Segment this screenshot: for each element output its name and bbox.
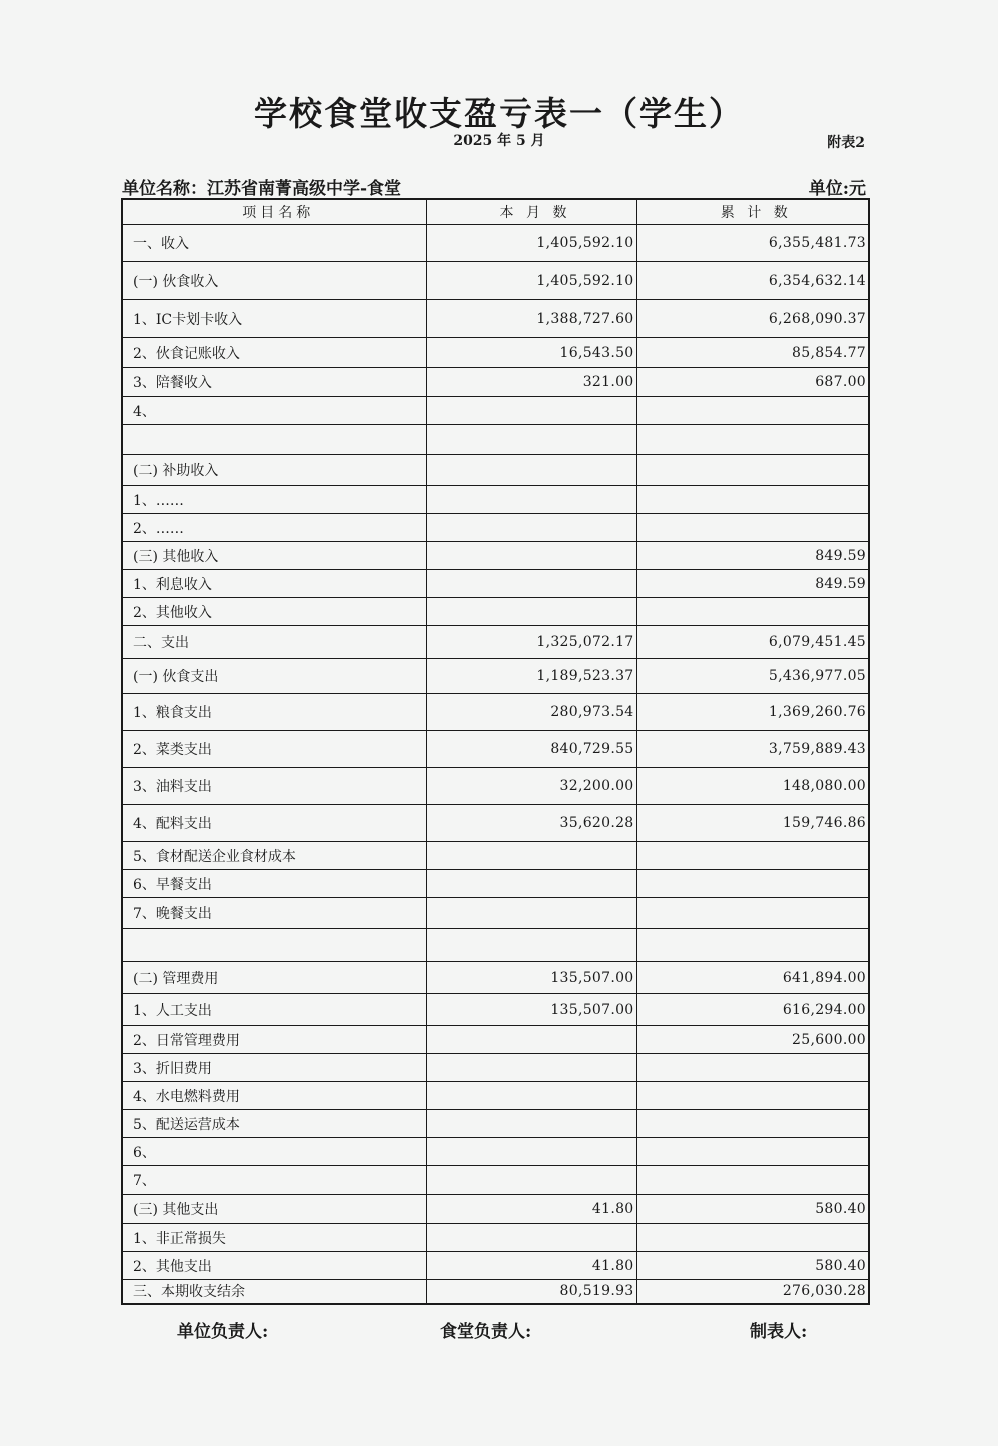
this-month-cell: 32,200.00 (426, 768, 636, 805)
cumulative-cell: 6,268,090.37 (636, 300, 869, 338)
table-row (122, 368, 869, 397)
table-row (122, 805, 869, 842)
item-name-cell (122, 425, 426, 455)
table-row (122, 455, 869, 486)
cumulative-cell (636, 514, 869, 542)
cumulative-cell: 85,854.77 (636, 338, 869, 368)
cumulative-cell: 1,369,260.76 (636, 694, 869, 731)
item-name-cell: 4、水电燃料费用 (122, 1082, 426, 1110)
item-name-cell (122, 929, 426, 962)
report-title: 学校食堂收支盈亏表一（学生） (254, 94, 744, 133)
item-name-cell: 1、IC卡划卡收入 (122, 300, 426, 338)
table-row (122, 1280, 869, 1304)
this-month-cell (426, 1138, 636, 1166)
item-name-cell: 7、晚餐支出 (122, 898, 426, 929)
table-row (122, 1252, 869, 1280)
this-month-cell (426, 1166, 636, 1195)
table-row (122, 598, 869, 626)
cumulative-cell: 580.40 (636, 1195, 869, 1224)
item-name-cell: 1、利息收入 (122, 570, 426, 598)
table-row (122, 397, 869, 425)
header-cumulative: 累 计 数 (636, 199, 869, 225)
item-name-cell: 2、伙食记账收入 (122, 338, 426, 368)
table-row (122, 1224, 869, 1252)
item-name-cell: (三) 其他收入 (122, 542, 426, 570)
this-month-cell: 1,388,727.60 (426, 300, 636, 338)
table-row (122, 994, 869, 1026)
this-month-cell (426, 1082, 636, 1110)
cumulative-cell: 616,294.00 (636, 994, 869, 1026)
item-name-cell: 1、人工支出 (122, 994, 426, 1026)
item-name-cell: 3、油料支出 (122, 768, 426, 805)
this-month-cell: 1,405,592.10 (426, 262, 636, 300)
cumulative-cell: 641,894.00 (636, 962, 869, 994)
header-item-name: 项目名称 (122, 199, 426, 225)
cumulative-cell: 6,355,481.73 (636, 225, 869, 262)
item-name-cell: 2、…… (122, 514, 426, 542)
item-name-cell: 1、非正常损失 (122, 1224, 426, 1252)
cumulative-cell: 687.00 (636, 368, 869, 397)
table-row (122, 694, 869, 731)
item-name-cell: 一、收入 (122, 225, 426, 262)
cumulative-cell (636, 1138, 869, 1166)
table-row (122, 1082, 869, 1110)
this-month-cell: 840,729.55 (426, 731, 636, 768)
this-month-cell: 16,543.50 (426, 338, 636, 368)
table-row (122, 262, 869, 300)
header-this-month: 本 月 数 (426, 199, 636, 225)
this-month-cell: 35,620.28 (426, 805, 636, 842)
this-month-cell: 135,507.00 (426, 994, 636, 1026)
this-month-cell: 41.80 (426, 1195, 636, 1224)
this-month-cell (426, 898, 636, 929)
cumulative-cell: 849.59 (636, 542, 869, 570)
cumulative-cell (636, 1166, 869, 1195)
table-row (122, 425, 869, 455)
item-name-cell: 2、其他收入 (122, 598, 426, 626)
currency-unit: 单位:元 (808, 179, 866, 199)
table-row (122, 768, 869, 805)
cumulative-cell: 276,030.28 (636, 1280, 869, 1304)
cumulative-cell (636, 898, 869, 929)
cumulative-cell: 849.59 (636, 570, 869, 598)
cumulative-cell: 580.40 (636, 1252, 869, 1280)
cumulative-cell: 159,746.86 (636, 805, 869, 842)
this-month-cell (426, 486, 636, 514)
item-name-cell: 6、 (122, 1138, 426, 1166)
cumulative-cell (636, 870, 869, 898)
table-body (122, 225, 869, 1304)
this-month-cell: 135,507.00 (426, 962, 636, 994)
item-name-cell: 4、配料支出 (122, 805, 426, 842)
item-name-cell: 1、粮食支出 (122, 694, 426, 731)
unit-head-signature: 单位负责人: (177, 1322, 269, 1342)
cumulative-cell: 6,079,451.45 (636, 626, 869, 659)
cumulative-cell (636, 455, 869, 486)
item-name-cell: 3、陪餐收入 (122, 368, 426, 397)
this-month-cell (426, 1224, 636, 1252)
table-row (122, 842, 869, 870)
table-row (122, 1138, 869, 1166)
this-month-cell: 1,325,072.17 (426, 626, 636, 659)
this-month-cell (426, 570, 636, 598)
cumulative-cell (636, 486, 869, 514)
table-row (122, 1110, 869, 1138)
table-row (122, 1054, 869, 1082)
item-name-cell: 4、 (122, 397, 426, 425)
this-month-cell (426, 1110, 636, 1138)
item-name-cell: 二、支出 (122, 626, 426, 659)
report-period: 2025 年 5 月 (453, 133, 545, 149)
this-month-cell (426, 598, 636, 626)
item-name-cell: 5、配送运营成本 (122, 1110, 426, 1138)
cumulative-cell: 148,080.00 (636, 768, 869, 805)
item-name-cell: 三、本期收支结余 (122, 1280, 426, 1304)
this-month-cell (426, 1026, 636, 1054)
table-row (122, 962, 869, 994)
cumulative-cell (636, 425, 869, 455)
cumulative-cell (636, 1082, 869, 1110)
table-row (122, 1166, 869, 1195)
this-month-cell (426, 870, 636, 898)
this-month-cell (426, 842, 636, 870)
this-month-cell: 321.00 (426, 368, 636, 397)
this-month-cell: 80,519.93 (426, 1280, 636, 1304)
table-row (122, 486, 869, 514)
cumulative-cell: 6,354,632.14 (636, 262, 869, 300)
table-row (122, 300, 869, 338)
table-header-row (122, 199, 869, 225)
cumulative-cell: 3,759,889.43 (636, 731, 869, 768)
item-name-cell: 2、日常管理费用 (122, 1026, 426, 1054)
item-name-cell: 2、其他支出 (122, 1252, 426, 1280)
this-month-cell: 1,405,592.10 (426, 225, 636, 262)
this-month-cell: 280,973.54 (426, 694, 636, 731)
item-name-cell: (二) 补助收入 (122, 455, 426, 486)
unit-name: 单位名称：江苏省南菁高级中学-食堂 (122, 179, 402, 199)
item-name-cell: (一) 伙食支出 (122, 659, 426, 694)
table-row (122, 626, 869, 659)
table-row (122, 570, 869, 598)
cumulative-cell (636, 598, 869, 626)
this-month-cell: 1,189,523.37 (426, 659, 636, 694)
item-name-cell: (二) 管理费用 (122, 962, 426, 994)
table-row (122, 898, 869, 929)
cumulative-cell (636, 1224, 869, 1252)
cumulative-cell: 25,600.00 (636, 1026, 869, 1054)
item-name-cell: 1、…… (122, 486, 426, 514)
item-name-cell: (一) 伙食收入 (122, 262, 426, 300)
preparer-signature: 制表人: (750, 1322, 808, 1342)
this-month-cell (426, 929, 636, 962)
this-month-cell (426, 514, 636, 542)
item-name-cell: 2、菜类支出 (122, 731, 426, 768)
table-row (122, 1195, 869, 1224)
cumulative-cell: 5,436,977.05 (636, 659, 869, 694)
table-row (122, 225, 869, 262)
item-name-cell: 7、 (122, 1166, 426, 1195)
this-month-cell (426, 1054, 636, 1082)
canteen-head-signature: 食堂负责人: (440, 1322, 532, 1342)
this-month-cell (426, 397, 636, 425)
this-month-cell (426, 542, 636, 570)
table-row (122, 870, 869, 898)
this-month-cell: 41.80 (426, 1252, 636, 1280)
this-month-cell (426, 425, 636, 455)
table-row (122, 659, 869, 694)
item-name-cell: (三) 其他支出 (122, 1195, 426, 1224)
cumulative-cell (636, 1054, 869, 1082)
table-row (122, 929, 869, 962)
attachment-label: 附表2 (827, 135, 865, 151)
table-row (122, 731, 869, 768)
table-row (122, 542, 869, 570)
item-name-cell: 5、食材配送企业食材成本 (122, 842, 426, 870)
item-name-cell: 6、早餐支出 (122, 870, 426, 898)
income-expense-table (121, 198, 870, 1305)
item-name-cell: 3、折旧费用 (122, 1054, 426, 1082)
cumulative-cell (636, 397, 869, 425)
cumulative-cell (636, 842, 869, 870)
table-row (122, 338, 869, 368)
table-row (122, 1026, 869, 1054)
cumulative-cell (636, 929, 869, 962)
cumulative-cell (636, 1110, 869, 1138)
table-row (122, 514, 869, 542)
this-month-cell (426, 455, 636, 486)
